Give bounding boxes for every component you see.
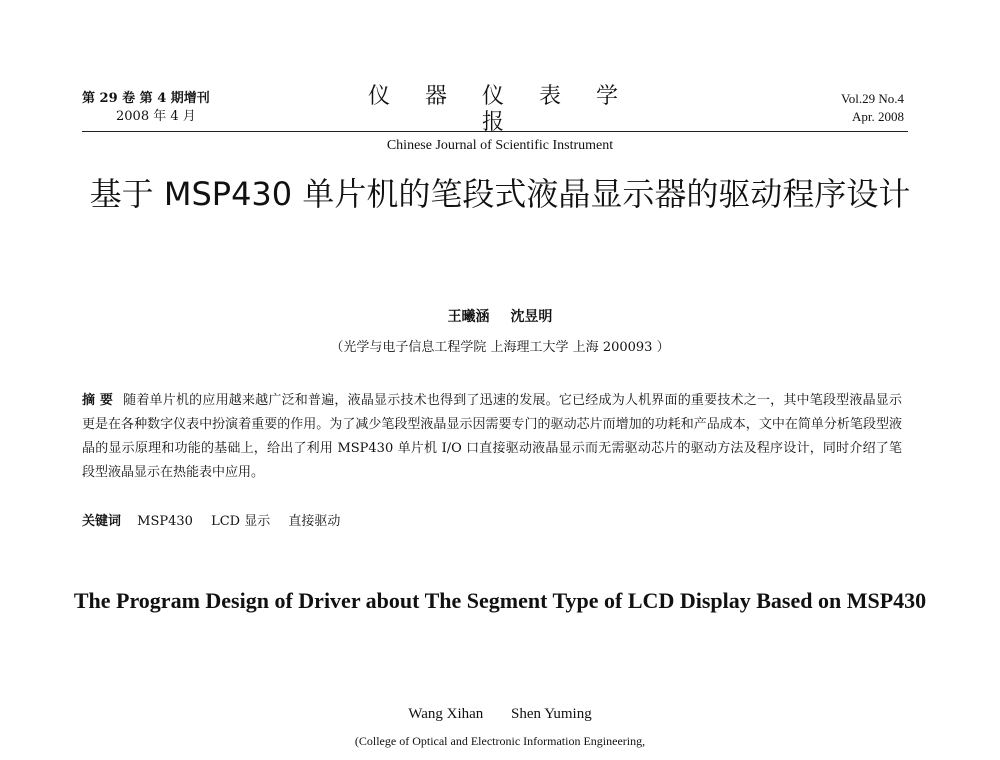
abstract — [82, 389, 902, 485]
issue-date: 2008 年 4 月 — [116, 109, 196, 124]
date-en: Apr. 2008 — [852, 109, 904, 124]
journal-issue-info — [82, 90, 210, 126]
keywords — [82, 510, 354, 529]
keyword: MSP430 — [137, 514, 193, 529]
keywords-label: 关键词 — [82, 514, 122, 529]
author-en: Wang Xihan — [408, 706, 484, 722]
affiliation-en: (College of Optical and Electronic Information Engineering, — [354, 734, 646, 748]
journal-name-en: Chinese Journal of Scientific Instrument — [386, 138, 614, 153]
paper-title-en: The Program Design of Driver about The Segment Type of LCD Display Based on MSP430 — [73, 588, 927, 613]
abstract-text: 随着单片机的应用越来越广泛和普遍，液晶显示技术也得到了迅速的发展。它已经成为人机界面的重要技术之一，其中笔段型液晶显示更是在各种数字仪表中扮演着重要的作用。为了减少笔段型液晶显示因需要专门的驱动芯片而增加的功耗和产品成本，文中在简单分析笔段型液晶的显示原理和功能的基础上，给出了利用 MSP430 单片机 I/O 口直接驱动液晶显示而无需驱动芯片的驱动方法及程序设计，同时介绍了笔段型液晶显示在热能表中应用。 — [82, 393, 902, 480]
journal-name — [340, 84, 660, 154]
keyword: LCD 显示 — [211, 514, 271, 529]
volume-issue: 第 29 卷 第 4 期增刊 — [82, 91, 210, 106]
author-en: Shen Yuming — [511, 706, 592, 722]
journal-name-zh: 仪 器 仪 表 学 报 — [368, 84, 632, 135]
paper-title-zh: 基于 MSP430 单片机的笔段式液晶显示器的驱动程序设计 — [89, 175, 911, 213]
journal-volume-info — [841, 90, 904, 126]
header-rule — [82, 131, 908, 132]
authors-zh — [0, 306, 1000, 326]
authors-en — [0, 706, 1000, 723]
abstract-label: 摘 要 — [82, 393, 114, 408]
volume-en: Vol.29 No.4 — [841, 91, 904, 106]
author-zh: 沈昱明 — [510, 309, 553, 325]
keyword: 直接驱动 — [288, 514, 341, 529]
affiliation-zh: （光学与电子信息工程学院 上海理工大学 上海 200093 ） — [330, 340, 670, 355]
author-zh: 王曦涵 — [447, 309, 490, 325]
